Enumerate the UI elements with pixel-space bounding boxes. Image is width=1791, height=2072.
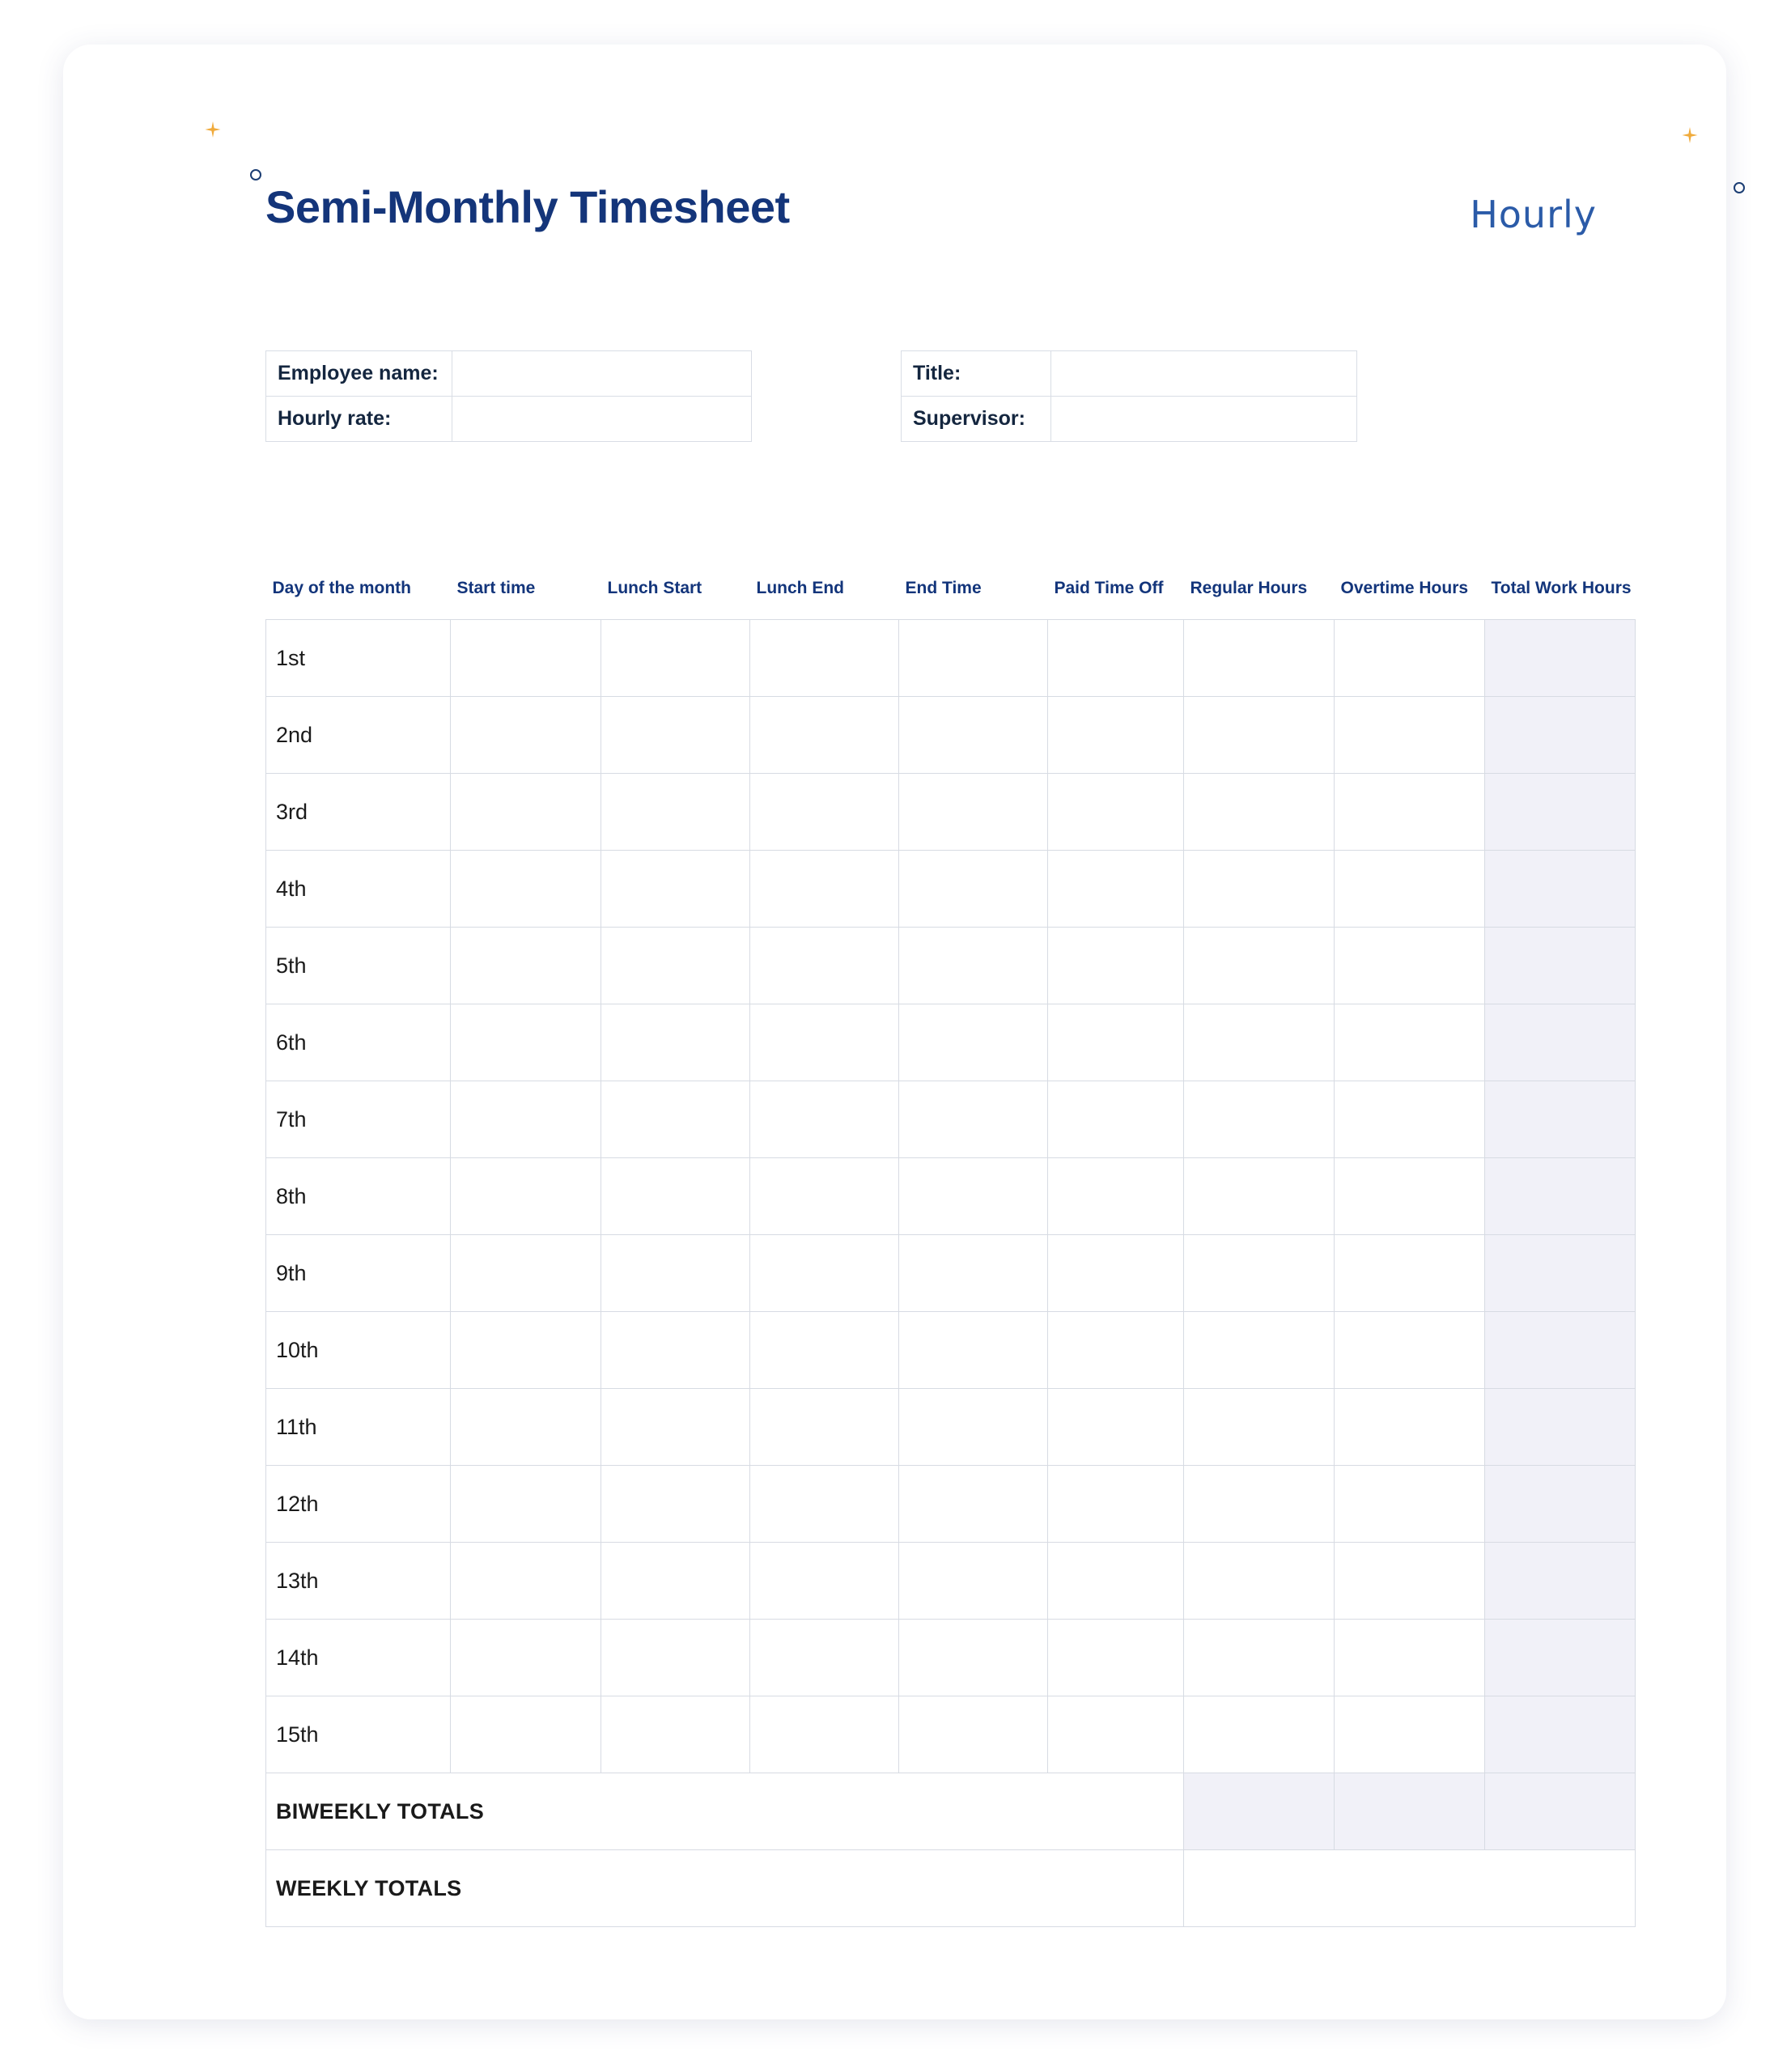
cell-total-work-hours[interactable] bbox=[1485, 1543, 1636, 1620]
table-row bbox=[266, 1696, 1636, 1773]
cell-lunch-end[interactable] bbox=[750, 1081, 899, 1158]
cell-end-time[interactable] bbox=[899, 697, 1048, 774]
cell-total-work-hours[interactable] bbox=[1485, 1235, 1636, 1312]
cell-overtime-hours[interactable] bbox=[1335, 620, 1485, 697]
cell-lunch-start[interactable] bbox=[601, 928, 750, 1004]
cell-lunch-start[interactable] bbox=[601, 774, 750, 851]
column-header-regular-hours: Regular Hours bbox=[1190, 579, 1308, 597]
table-row bbox=[266, 1389, 1636, 1466]
day-label: 4th bbox=[266, 851, 451, 928]
page-title: Semi-Monthly Timesheet bbox=[265, 181, 790, 232]
cell-total-work-hours[interactable] bbox=[1485, 1081, 1636, 1158]
cell-end-time[interactable] bbox=[899, 1696, 1048, 1773]
day-label: 15th bbox=[266, 1696, 451, 1773]
table-row bbox=[266, 1004, 1636, 1081]
title-label: Title: bbox=[902, 351, 1051, 397]
cell-lunch-end[interactable] bbox=[750, 1312, 899, 1389]
cell-start-time[interactable] bbox=[451, 1389, 601, 1466]
cell-overtime-hours[interactable] bbox=[1335, 1004, 1485, 1081]
cell-overtime-hours[interactable] bbox=[1335, 697, 1485, 774]
cell-lunch-end[interactable] bbox=[750, 1235, 899, 1312]
table-row bbox=[266, 1235, 1636, 1312]
cell-overtime-hours[interactable] bbox=[1335, 928, 1485, 1004]
cell-regular-hours[interactable] bbox=[1184, 1312, 1335, 1389]
cell-lunch-start[interactable] bbox=[601, 851, 750, 928]
employee-name-field[interactable] bbox=[452, 351, 752, 397]
cell-total-work-hours[interactable] bbox=[1485, 1158, 1636, 1235]
cell-start-time[interactable] bbox=[451, 1620, 601, 1696]
timesheet-table bbox=[265, 579, 1636, 1927]
cell-lunch-end[interactable] bbox=[750, 1389, 899, 1466]
cell-total-work-hours[interactable] bbox=[1485, 620, 1636, 697]
table-row bbox=[266, 351, 752, 397]
day-label: 9th bbox=[266, 1235, 451, 1312]
table-row bbox=[266, 397, 752, 442]
biweekly-regular-hours[interactable] bbox=[1184, 1773, 1335, 1850]
cell-regular-hours[interactable] bbox=[1184, 1158, 1335, 1235]
column-header-overtime-hours: Overtime Hours bbox=[1340, 579, 1469, 597]
cell-end-time[interactable] bbox=[899, 1620, 1048, 1696]
table-row bbox=[266, 1466, 1636, 1543]
table-row bbox=[266, 1081, 1636, 1158]
cell-lunch-start[interactable] bbox=[601, 1620, 750, 1696]
column-header-paid-time-off: Paid Time Off bbox=[1054, 579, 1164, 597]
day-label: 11th bbox=[266, 1389, 451, 1466]
cell-paid-time-off[interactable] bbox=[1048, 1620, 1184, 1696]
table-header-row bbox=[266, 579, 1636, 620]
cell-end-time[interactable] bbox=[899, 774, 1048, 851]
cell-regular-hours[interactable] bbox=[1184, 697, 1335, 774]
cell-lunch-start[interactable] bbox=[601, 697, 750, 774]
cell-paid-time-off[interactable] bbox=[1048, 1696, 1184, 1773]
cell-regular-hours[interactable] bbox=[1184, 620, 1335, 697]
day-label: 5th bbox=[266, 928, 451, 1004]
cell-lunch-start[interactable] bbox=[601, 1543, 750, 1620]
cell-start-time[interactable] bbox=[451, 1081, 601, 1158]
cell-overtime-hours[interactable] bbox=[1335, 1620, 1485, 1696]
cell-total-work-hours[interactable] bbox=[1485, 1004, 1636, 1081]
cell-total-work-hours[interactable] bbox=[1485, 1696, 1636, 1773]
cell-end-time[interactable] bbox=[899, 1004, 1048, 1081]
table-row bbox=[266, 620, 1636, 697]
cell-regular-hours[interactable] bbox=[1184, 1081, 1335, 1158]
cell-lunch-start[interactable] bbox=[601, 1312, 750, 1389]
table-row bbox=[266, 1158, 1636, 1235]
supervisor-field[interactable] bbox=[1051, 397, 1357, 442]
cell-lunch-end[interactable] bbox=[750, 1543, 899, 1620]
cell-end-time[interactable] bbox=[899, 928, 1048, 1004]
cell-end-time[interactable] bbox=[899, 851, 1048, 928]
column-header-lunch-end: Lunch End bbox=[756, 579, 844, 597]
hourly-rate-field[interactable] bbox=[452, 397, 752, 442]
circle-dot-icon bbox=[1734, 182, 1745, 193]
cell-total-work-hours[interactable] bbox=[1485, 851, 1636, 928]
cell-regular-hours[interactable] bbox=[1184, 1696, 1335, 1773]
title-field[interactable] bbox=[1051, 351, 1357, 397]
cell-regular-hours[interactable] bbox=[1184, 851, 1335, 928]
cell-total-work-hours[interactable] bbox=[1485, 774, 1636, 851]
cell-total-work-hours[interactable] bbox=[1485, 1389, 1636, 1466]
column-header-lunch-start: Lunch Start bbox=[607, 579, 702, 597]
table-row bbox=[266, 851, 1636, 928]
cell-paid-time-off[interactable] bbox=[1048, 1004, 1184, 1081]
table-row bbox=[266, 697, 1636, 774]
cell-end-time[interactable] bbox=[899, 1389, 1048, 1466]
cell-regular-hours[interactable] bbox=[1184, 1620, 1335, 1696]
cell-overtime-hours[interactable] bbox=[1335, 1466, 1485, 1543]
cell-start-time[interactable] bbox=[451, 1158, 601, 1235]
title-supervisor-table bbox=[901, 350, 1357, 442]
cell-lunch-start[interactable] bbox=[601, 1158, 750, 1235]
employee-name-label: Employee name: bbox=[266, 351, 452, 397]
day-label: 6th bbox=[266, 1004, 451, 1081]
sparkle-icon bbox=[1679, 125, 1700, 146]
document-page bbox=[63, 45, 1726, 2019]
cell-lunch-start[interactable] bbox=[601, 1081, 750, 1158]
cell-lunch-start[interactable] bbox=[601, 620, 750, 697]
cell-paid-time-off[interactable] bbox=[1048, 1081, 1184, 1158]
cell-overtime-hours[interactable] bbox=[1335, 1389, 1485, 1466]
cell-paid-time-off[interactable] bbox=[1048, 697, 1184, 774]
table-row bbox=[266, 1543, 1636, 1620]
cell-overtime-hours[interactable] bbox=[1335, 1158, 1485, 1235]
table-row bbox=[266, 1312, 1636, 1389]
cell-overtime-hours[interactable] bbox=[1335, 774, 1485, 851]
cell-paid-time-off[interactable] bbox=[1048, 928, 1184, 1004]
cell-lunch-end[interactable] bbox=[750, 1004, 899, 1081]
cell-start-time[interactable] bbox=[451, 1235, 601, 1312]
cell-lunch-start[interactable] bbox=[601, 1696, 750, 1773]
cell-start-time[interactable] bbox=[451, 620, 601, 697]
table-row bbox=[902, 351, 1357, 397]
cell-start-time[interactable] bbox=[451, 1004, 601, 1081]
cell-lunch-end[interactable] bbox=[750, 851, 899, 928]
brand-logo: Hourly bbox=[1470, 193, 1597, 236]
cell-lunch-end[interactable] bbox=[750, 1620, 899, 1696]
biweekly-totals-row bbox=[266, 1773, 1636, 1850]
cell-lunch-end[interactable] bbox=[750, 1158, 899, 1235]
cell-overtime-hours[interactable] bbox=[1335, 851, 1485, 928]
cell-start-time[interactable] bbox=[451, 1543, 601, 1620]
cell-paid-time-off[interactable] bbox=[1048, 774, 1184, 851]
cell-lunch-start[interactable] bbox=[601, 1389, 750, 1466]
cell-lunch-end[interactable] bbox=[750, 620, 899, 697]
timesheet-grid bbox=[265, 579, 1632, 1927]
column-header-total-work-hours: Total Work Hours bbox=[1491, 579, 1632, 597]
table-row bbox=[266, 928, 1636, 1004]
cell-lunch-end[interactable] bbox=[750, 1696, 899, 1773]
column-header-day: Day of the month bbox=[272, 579, 411, 597]
cell-regular-hours[interactable] bbox=[1184, 928, 1335, 1004]
cell-total-work-hours[interactable] bbox=[1485, 1312, 1636, 1389]
day-label: 14th bbox=[266, 1620, 451, 1696]
cell-end-time[interactable] bbox=[899, 1081, 1048, 1158]
biweekly-totals-label: BIWEEKLY TOTALS bbox=[266, 1773, 1184, 1850]
cell-end-time[interactable] bbox=[899, 1235, 1048, 1312]
cell-end-time[interactable] bbox=[899, 1543, 1048, 1620]
cell-paid-time-off[interactable] bbox=[1048, 1543, 1184, 1620]
day-label: 10th bbox=[266, 1312, 451, 1389]
cell-total-work-hours[interactable] bbox=[1485, 1466, 1636, 1543]
cell-start-time[interactable] bbox=[451, 1696, 601, 1773]
cell-lunch-start[interactable] bbox=[601, 1235, 750, 1312]
cell-paid-time-off[interactable] bbox=[1048, 1389, 1184, 1466]
cell-start-time[interactable] bbox=[451, 851, 601, 928]
day-label: 8th bbox=[266, 1158, 451, 1235]
cell-overtime-hours[interactable] bbox=[1335, 1696, 1485, 1773]
employee-info-table bbox=[265, 350, 752, 442]
cell-lunch-end[interactable] bbox=[750, 1466, 899, 1543]
biweekly-total-work-hours[interactable] bbox=[1485, 1773, 1636, 1850]
cell-end-time[interactable] bbox=[899, 1158, 1048, 1235]
cell-overtime-hours[interactable] bbox=[1335, 1081, 1485, 1158]
table-row bbox=[266, 774, 1636, 851]
cell-paid-time-off[interactable] bbox=[1048, 1158, 1184, 1235]
cell-paid-time-off[interactable] bbox=[1048, 1466, 1184, 1543]
hourly-rate-label: Hourly rate: bbox=[266, 397, 452, 442]
column-header-start-time: Start time bbox=[456, 579, 536, 597]
cell-start-time[interactable] bbox=[451, 928, 601, 1004]
cell-lunch-start[interactable] bbox=[601, 1004, 750, 1081]
cell-paid-time-off[interactable] bbox=[1048, 620, 1184, 697]
cell-regular-hours[interactable] bbox=[1184, 1466, 1335, 1543]
cell-regular-hours[interactable] bbox=[1184, 1004, 1335, 1081]
circle-dot-icon bbox=[250, 169, 261, 180]
cell-regular-hours[interactable] bbox=[1184, 1389, 1335, 1466]
cell-start-time[interactable] bbox=[451, 774, 601, 851]
weekly-totals-label: WEEKLY TOTALS bbox=[266, 1850, 1184, 1927]
cell-lunch-end[interactable] bbox=[750, 928, 899, 1004]
cell-lunch-end[interactable] bbox=[750, 697, 899, 774]
cell-end-time[interactable] bbox=[899, 1466, 1048, 1543]
cell-lunch-end[interactable] bbox=[750, 774, 899, 851]
cell-overtime-hours[interactable] bbox=[1335, 1235, 1485, 1312]
table-row bbox=[266, 1620, 1636, 1696]
cell-regular-hours[interactable] bbox=[1184, 774, 1335, 851]
day-label: 13th bbox=[266, 1543, 451, 1620]
weekly-totals-value[interactable] bbox=[1184, 1850, 1636, 1927]
cell-lunch-start[interactable] bbox=[601, 1466, 750, 1543]
cell-total-work-hours[interactable] bbox=[1485, 928, 1636, 1004]
cell-total-work-hours[interactable] bbox=[1485, 1620, 1636, 1696]
cell-start-time[interactable] bbox=[451, 1312, 601, 1389]
column-header-end-time: End Time bbox=[905, 579, 982, 597]
sparkle-icon bbox=[202, 120, 223, 141]
cell-end-time[interactable] bbox=[899, 1312, 1048, 1389]
weekly-totals-row bbox=[266, 1850, 1636, 1927]
cell-start-time[interactable] bbox=[451, 1466, 601, 1543]
table-row bbox=[902, 397, 1357, 442]
cell-regular-hours[interactable] bbox=[1184, 1235, 1335, 1312]
supervisor-label: Supervisor: bbox=[902, 397, 1051, 442]
cell-regular-hours[interactable] bbox=[1184, 1543, 1335, 1620]
day-label: 2nd bbox=[266, 697, 451, 774]
day-label: 1st bbox=[266, 620, 451, 697]
cell-overtime-hours[interactable] bbox=[1335, 1543, 1485, 1620]
cell-start-time[interactable] bbox=[451, 697, 601, 774]
day-label: 7th bbox=[266, 1081, 451, 1158]
cell-paid-time-off[interactable] bbox=[1048, 1312, 1184, 1389]
cell-paid-time-off[interactable] bbox=[1048, 1235, 1184, 1312]
cell-overtime-hours[interactable] bbox=[1335, 1312, 1485, 1389]
day-label: 3rd bbox=[266, 774, 451, 851]
cell-total-work-hours[interactable] bbox=[1485, 697, 1636, 774]
biweekly-overtime-hours[interactable] bbox=[1335, 1773, 1485, 1850]
cell-paid-time-off[interactable] bbox=[1048, 851, 1184, 928]
day-label: 12th bbox=[266, 1466, 451, 1543]
cell-end-time[interactable] bbox=[899, 620, 1048, 697]
